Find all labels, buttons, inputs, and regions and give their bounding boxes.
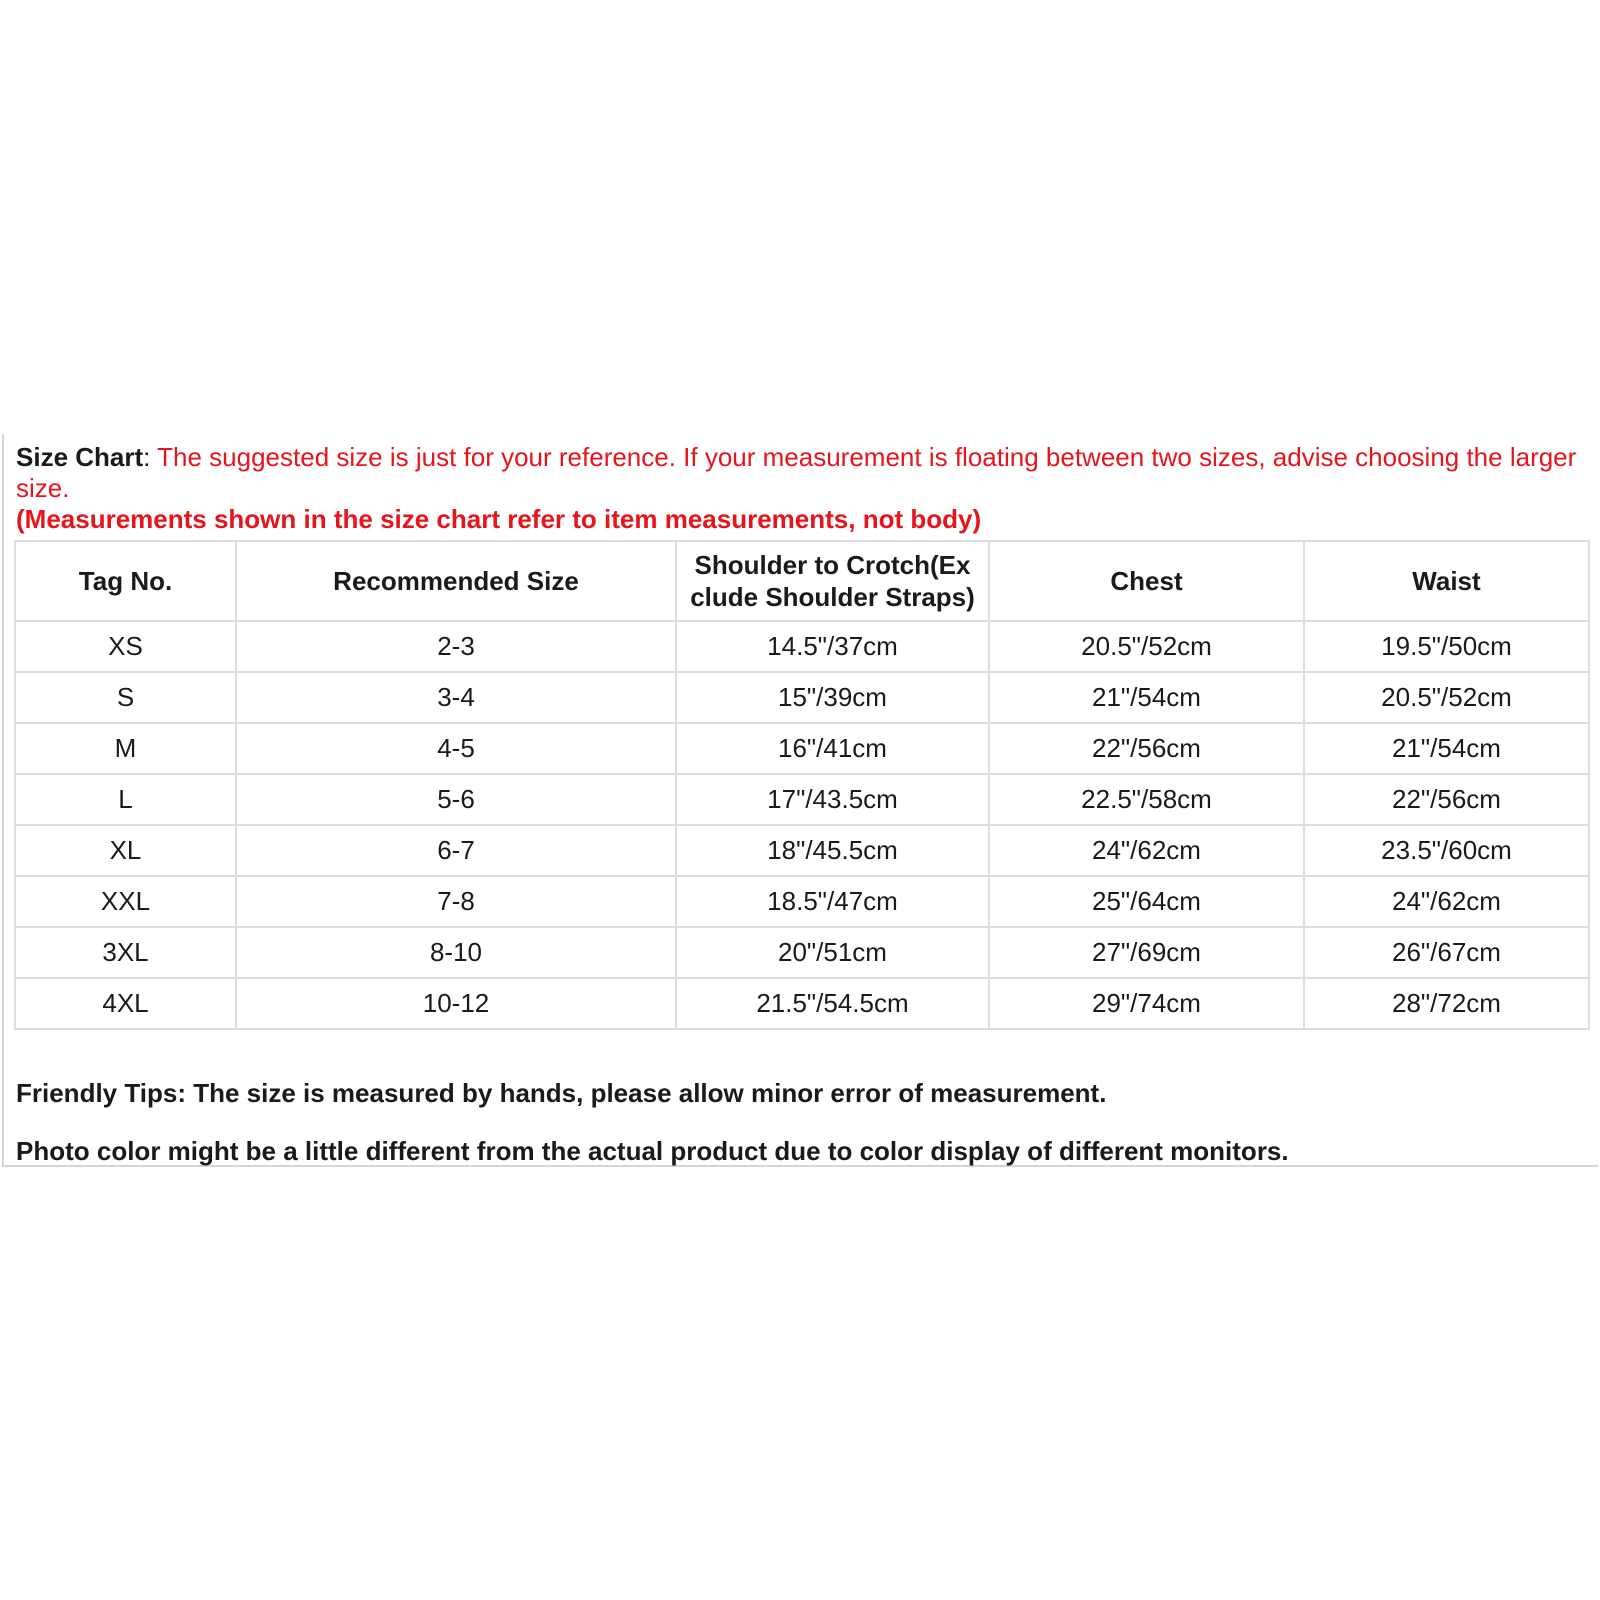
size-chart-colon: : [143, 442, 151, 472]
cell-tag: XS [15, 621, 236, 672]
cell-tag: 3XL [15, 927, 236, 978]
table-row [15, 672, 1589, 723]
cell-waist: 19.5"/50cm [1304, 621, 1589, 672]
cell-waist: 26"/67cm [1304, 927, 1589, 978]
header-shoulder-to-crotch: Shoulder to Crotch(Ex clude Shoulder Straps) [676, 541, 989, 621]
cell-shoulder-to-crotch: 14.5"/37cm [676, 621, 989, 672]
cell-tag: M [15, 723, 236, 774]
cell-waist: 20.5"/52cm [1304, 672, 1589, 723]
table-row [15, 774, 1589, 825]
cell-recommended-size: 8-10 [236, 927, 676, 978]
cell-tag: L [15, 774, 236, 825]
cell-tag: 4XL [15, 978, 236, 1029]
cell-recommended-size: 2-3 [236, 621, 676, 672]
table-row [15, 723, 1589, 774]
table-header-row [15, 541, 1589, 621]
cell-chest: 25"/64cm [989, 876, 1304, 927]
cell-waist: 22"/56cm [1304, 774, 1589, 825]
cell-waist: 24"/62cm [1304, 876, 1589, 927]
cell-waist: 23.5"/60cm [1304, 825, 1589, 876]
header-chest: Chest [989, 541, 1304, 621]
cell-tag: XXL [15, 876, 236, 927]
size-chart-label: Size Chart [16, 442, 144, 472]
cell-chest: 22"/56cm [989, 723, 1304, 774]
table-row [15, 621, 1589, 672]
cell-shoulder-to-crotch: 18"/45.5cm [676, 825, 989, 876]
cell-chest: 20.5"/52cm [989, 621, 1304, 672]
cell-chest: 22.5"/58cm [989, 774, 1304, 825]
size-suggestion-text: The suggested size is just for your reference. If your measurement is floating between two sizes, advise choosing the larger size. [16, 442, 1577, 503]
friendly-tips: Friendly Tips: The size is measured by hands, please allow minor error of measurement. [16, 1078, 1107, 1108]
table-row [15, 876, 1589, 927]
photo-color-note: Photo color might be a little different from the actual product due to color display of different monitors. [16, 1136, 1289, 1166]
cell-shoulder-to-crotch: 21.5"/54.5cm [676, 978, 989, 1029]
cell-chest: 24"/62cm [989, 825, 1304, 876]
header-recommended-size: Recommended Size [236, 541, 676, 621]
cell-chest: 29"/74cm [989, 978, 1304, 1029]
cell-recommended-size: 7-8 [236, 876, 676, 927]
cell-tag: XL [15, 825, 236, 876]
cell-shoulder-to-crotch: 15"/39cm [676, 672, 989, 723]
size-table [14, 540, 1590, 1030]
cell-chest: 27"/69cm [989, 927, 1304, 978]
table-row [15, 825, 1589, 876]
table-row [15, 978, 1589, 1029]
measurement-note: (Measurements shown in the size chart refer to item measurements, not body) [16, 504, 982, 534]
cell-recommended-size: 3-4 [236, 672, 676, 723]
cell-recommended-size: 5-6 [236, 774, 676, 825]
cell-waist: 28"/72cm [1304, 978, 1589, 1029]
cell-recommended-size: 6-7 [236, 825, 676, 876]
cell-recommended-size: 4-5 [236, 723, 676, 774]
header-waist: Waist [1304, 541, 1589, 621]
cell-shoulder-to-crotch: 20"/51cm [676, 927, 989, 978]
cell-chest: 21"/54cm [989, 672, 1304, 723]
cell-waist: 21"/54cm [1304, 723, 1589, 774]
header-tag-no: Tag No. [15, 541, 236, 621]
cell-shoulder-to-crotch: 17"/43.5cm [676, 774, 989, 825]
table-row [15, 927, 1589, 978]
cell-shoulder-to-crotch: 16"/41cm [676, 723, 989, 774]
cell-shoulder-to-crotch: 18.5"/47cm [676, 876, 989, 927]
cell-recommended-size: 10-12 [236, 978, 676, 1029]
cell-tag: S [15, 672, 236, 723]
size-chart-intro [16, 442, 1586, 535]
